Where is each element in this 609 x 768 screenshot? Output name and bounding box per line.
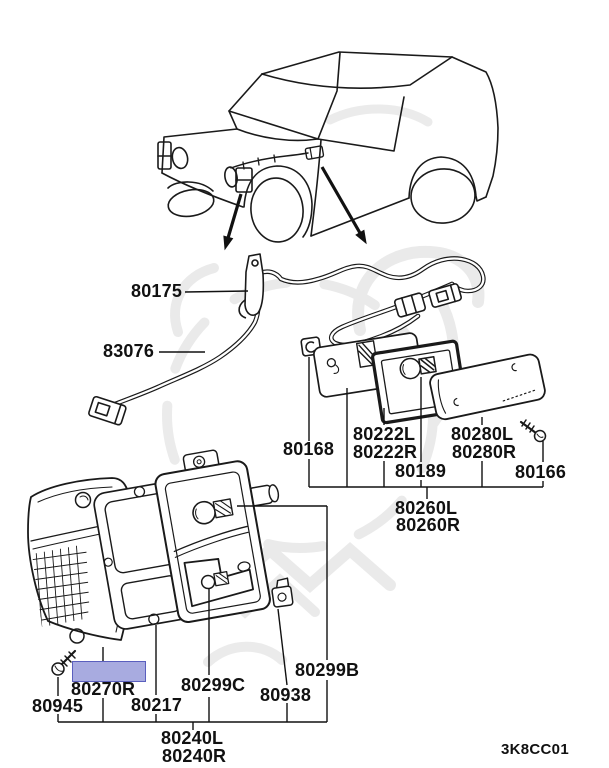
part-label-80280L[interactable]: 80280L [451, 424, 514, 444]
vehicle-illustration [158, 52, 498, 245]
part-label-80175[interactable]: 80175 [131, 281, 183, 301]
part-label-83076[interactable]: 83076 [103, 341, 155, 361]
part-label-80260L[interactable]: 80260L [395, 498, 458, 518]
location-arrow-right [322, 167, 366, 243]
part-label-80240L[interactable]: 80240L [161, 728, 224, 748]
screw-80166-drawing [521, 420, 546, 442]
part-label-80260R[interactable]: 80260R [396, 515, 461, 535]
part-label-80299B[interactable]: 80299B [295, 660, 360, 680]
corner-lamp-assembly-drawing [28, 440, 298, 675]
part-label-80166[interactable]: 80166 [515, 462, 567, 482]
part-label-80222R[interactable]: 80222R [353, 442, 418, 462]
part-label-80217[interactable]: 80217 [131, 695, 183, 715]
part-label-80189[interactable]: 80189 [395, 461, 447, 481]
part-label-80270R[interactable]: 80270R [71, 679, 136, 699]
part-label-80168[interactable]: 80168 [283, 439, 335, 459]
sheet-code: 3K8CC01 [501, 741, 569, 758]
harness-stay-drawing [239, 254, 263, 318]
location-arrow-left [224, 194, 241, 249]
part-label-80945[interactable]: 80945 [32, 696, 84, 716]
part-label-80280R[interactable]: 80280R [452, 442, 517, 462]
part-label-80240R[interactable]: 80240R [162, 746, 227, 766]
part-label-80222L[interactable]: 80222L [353, 424, 416, 444]
part-label-80299C[interactable]: 80299C [181, 675, 246, 695]
part-label-80938[interactable]: 80938 [260, 685, 312, 705]
